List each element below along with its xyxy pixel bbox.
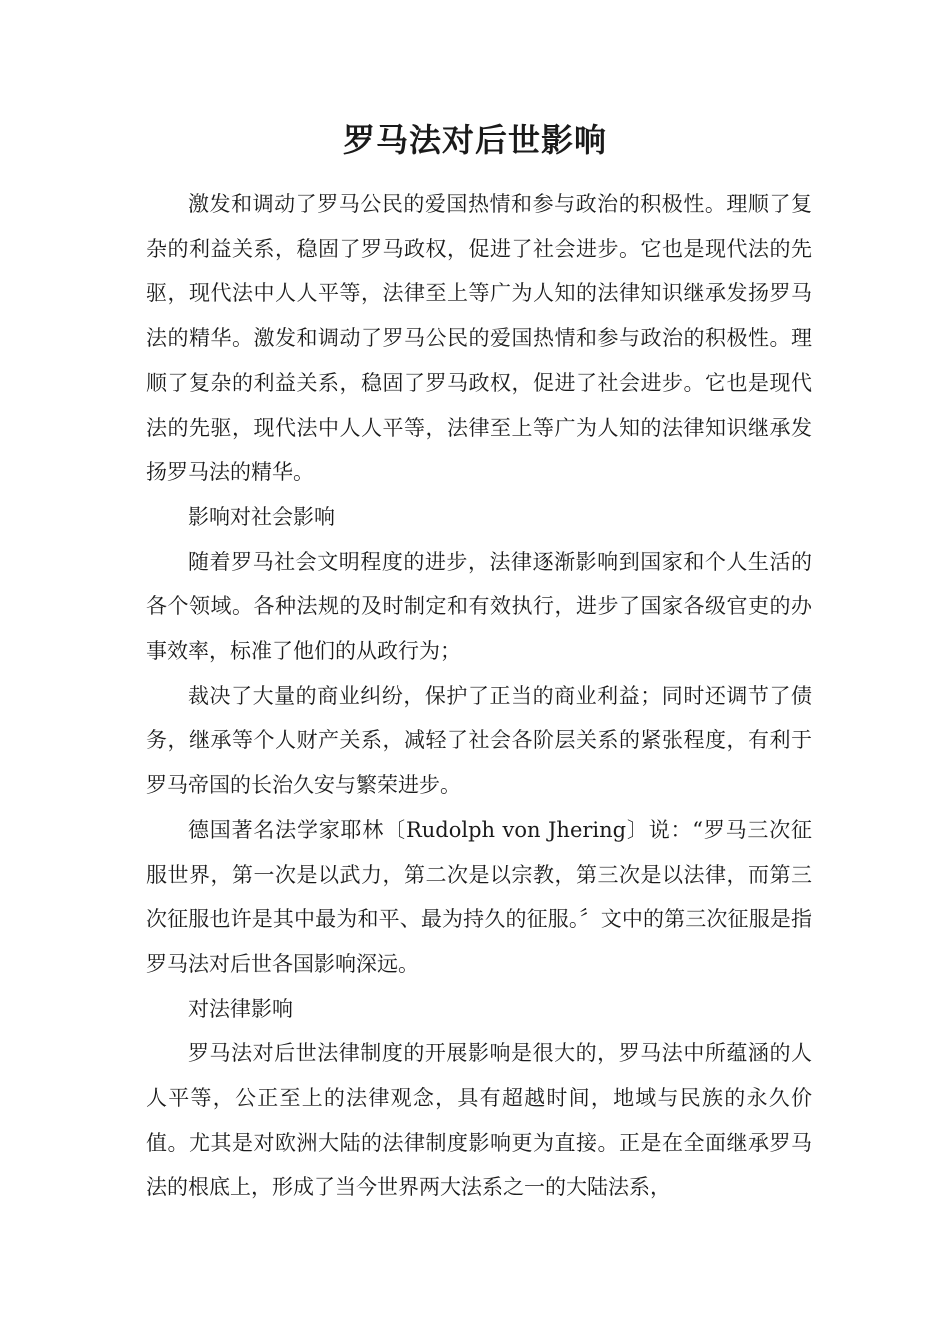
section-heading-legal-impact: 对法律影响 bbox=[188, 996, 293, 1021]
section-heading-social-impact: 影响对社会影响 bbox=[188, 504, 335, 529]
paragraph: 激发和调动了罗马公民的爱国热情和参与政治的积极性。理顺了复杂的利益关系，稳固了罗马政权，促进了社会进步。它也是现代法的先驱，现代法中人人平等，法律至上等广为人知的法律知识继承发扬罗马法的精华。激发和调动了罗马公民的爱国热情和参与政治的积极性。理顺了复杂的利益关系，稳固了罗马政权，促进了社会进步。它也是现代法的先驱，现代法中人人平等，法律至上等广为人知的法律知识继承发扬罗马法的精华。 bbox=[146, 192, 812, 485]
paragraph-quote: 德国著名法学家耶林〔Rudolph von Jhering〕说：“罗马三次征服世界，第一次是以武力，第二次是以宗教，第三次是以法律，而第三次征服也许是其中最为和平、最为持久的征服。〞文中的第三次征服是指罗马法对后世各国影响深远。 bbox=[146, 817, 812, 976]
paragraph: 罗马法对后世法律制度的开展影响是很大的，罗马法中所蕴涵的人人平等，公正至上的法律观念，具有超越时间，地域与民族的永久价值。尤其是对欧洲大陆的法律制度影响更为直接。正是在全面继承罗马法的根底上，形成了当今世界两大法系之一的大陆法系， bbox=[146, 1041, 812, 1200]
document-title: 罗马法对后世影响 bbox=[342, 121, 607, 159]
paragraph: 随着罗马社会文明程度的进步，法律逐渐影响到国家和个人生活的各个领域。各种法规的及时制定和有效执行，进步了国家各级官吏的办事效率，标准了他们的从政行为； bbox=[146, 549, 812, 664]
document-body bbox=[146, 182, 812, 1210]
paragraph: 裁决了大量的商业纠纷，保护了正当的商业利益；同时还调节了债务，继承等个人财产关系，减轻了社会各阶层关系的紧张程度，有利于罗马帝国的长治久安与繁荣进步。 bbox=[146, 683, 812, 798]
